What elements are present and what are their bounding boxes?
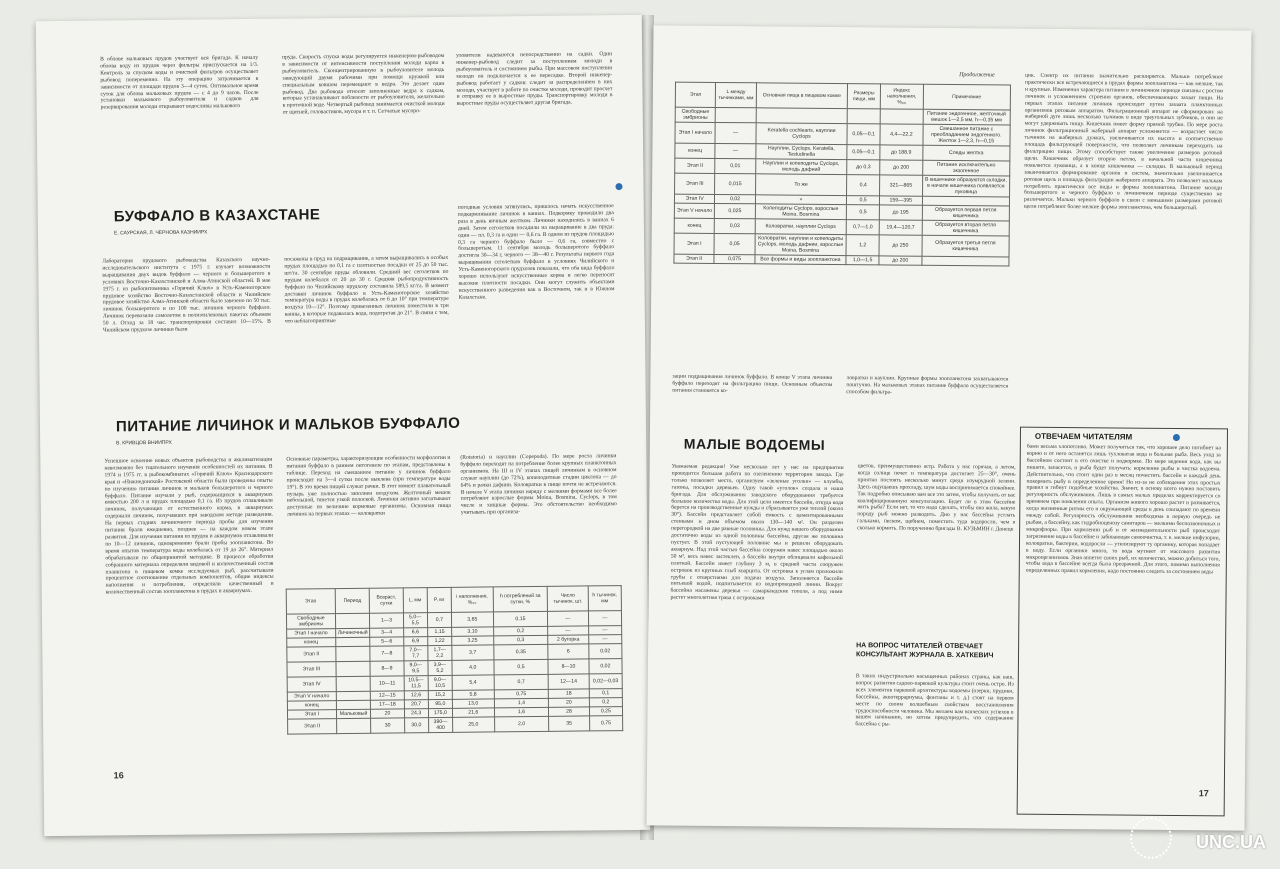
table-header-cell: Примечание (923, 84, 1011, 110)
table-cell: 20 (371, 709, 404, 718)
table-row (674, 254, 1009, 266)
table-cell: В кишечнике образуются складки, в начале кишечника появляется луковица (922, 175, 1010, 197)
table-cell: 5,8 (452, 690, 494, 699)
table-cell: Этап I (287, 710, 336, 720)
table-cell: 12—15 (371, 691, 404, 700)
below-table-col-1: зации подращивания личинок буффало. В конце V этапа личинки буффало переходят на фильтрацию пищи. Основным объектом питания становятся ко- (672, 373, 833, 394)
table-cell: до 195 (879, 205, 922, 220)
table-header-cell: Число тычинок, шт. (547, 586, 588, 611)
table-cell: 0,05—0,1 (847, 124, 880, 145)
table-cell (847, 109, 880, 124)
table-cell: Личиночный (335, 628, 370, 637)
table-cell: 2 бугорка (548, 635, 589, 644)
table-cell: 3,9—5,2 (428, 660, 452, 675)
table-cell: Науплии и копеподиты Cyclops, молодь дафний (755, 159, 847, 175)
table-cell: Этап III (675, 173, 716, 194)
table-cell: Этап I (674, 233, 715, 254)
table-cell: 25,0 (452, 717, 494, 732)
table-cell: 1—3 (370, 613, 403, 628)
table-cell: Все формы и виды зоопланктона (755, 255, 847, 265)
table-cell: 4,0 (452, 660, 494, 675)
table-row (675, 173, 1010, 197)
section-bullet (615, 183, 622, 190)
article-title-buffalo-kazakhstan: БУФФАЛО В КАЗАХСТАНЕ (113, 206, 321, 226)
table-cell: 0,35 (493, 644, 548, 660)
article-title-small-ponds: МАЛЫЕ ВОДОЕМЫ (683, 435, 826, 453)
table-cell: 321—865 (880, 175, 923, 196)
table-cell: до 200 (879, 256, 922, 265)
table-cell: 0,7—1,0 (846, 220, 879, 235)
table-header-cell: Индекс наполнения, %₀₀ (880, 84, 923, 109)
table-cell: 13,0 (452, 699, 494, 708)
article3-col-1: Уважаемая редакция! Уже несколько лет у нас на предприятии проводится большая работа по озеленению территории завода. Где только позволяет место, организуем «зеленые уголки» — клумбы, газоны, посадки деревьев. Одну такой «уголок» создала и наша бригада. Для обслуживания заводского оборудования требуется большое количество воды. Для этой цели имеется бассейн, откуда вода берется на производственные нужды и сбрасывается уже теплой (около 30°). Бассейн представляет собой емкость с цементированными стенками и дном объемом около 130—140 м². Он разделен перегородкой на две равные половины. Для нужд нашего оборудования достаточно воды из одной половины бассейна, другая же половина пустует. В этой пустующей половине мы и решили оборудовать аквариум. Над этой частью бассейна сооружен навес площадью около 50 м², весь навес застеклен, а бассейн внутри облицевали кафельной плиткой. Бассейн имеет глубину 3 м, в средней части сооружен островок из крупных глыб кварцита. От островка к углам проложили трубы с отверстиями для подачи воздуха. Заполняется бассейн питьевой водой, подпитывается из водопроводной линии. Вокруг бассейна насажены деревья — самаркандские тополя, а под ними растет многолетняя трава с островками (670, 463, 844, 602)
table-cell: — (588, 626, 621, 635)
table-cell: Этап II (675, 158, 715, 173)
table-cell: 1,0—1,5 (846, 256, 879, 265)
table-cell: Этап IV (674, 194, 714, 203)
table-cell: 19,4—120,7 (879, 220, 922, 235)
table-header-cell: Основная пища в пищевом комке (756, 83, 848, 109)
feeding-stages-table (673, 82, 1011, 267)
table-cell: 0,05—0,1 (847, 145, 880, 160)
table-cell: 95,0 (428, 699, 452, 708)
table-row (288, 716, 623, 735)
table-cell: 0,5 (847, 205, 880, 220)
table-header-cell: L между тычинками, мм (716, 82, 757, 107)
table-header-cell: Период (335, 588, 370, 613)
table-cell: Этап IV (287, 677, 336, 693)
article1-col-2: посажены в пруд на подращивание, а затем выращивались в особых прудах площадью по 0,1 га с плотностью посадки от 25 до 50 тыс. шт/га. 30 сентября пруды обловили. Средний вес сеголетков по прудам колебался от 20 до 30 г. Средняя рыбопродуктивность буффало по Чилийскому прудхозу составила 589,5 кг/га. В момент доставки личинок буффало в Усть-Каменогорское хозяйство температура воды в прудах колебалась от 6 до 10° при температуре воздуха 10—12°. Поэтому привезенных личинок поместили в три ванны, в которые подавалась вода, подогретая до 21°. В связи с тем, что неблагоприятные (284, 254, 449, 325)
table-cell: Коловратки, науплии Cyclops (755, 219, 847, 235)
sidebar-title: ОТВЕЧАЕМ ЧИТАТЕЛЯМ (1034, 431, 1133, 442)
table-cell: » (755, 195, 847, 205)
watermark-text: UNC.UA (1196, 832, 1266, 852)
table-cell: 0,2 (589, 698, 622, 707)
table-cell: Питание исключительно экзогенное (922, 160, 1010, 176)
table-cell: 0,5 (494, 659, 549, 675)
table-cell: Образуется первая петля кишечника (922, 205, 1010, 221)
table-cell: 28 (549, 707, 590, 716)
table-cell: 5,0—5,5 (403, 613, 428, 628)
table-cell: 1,15 (428, 627, 452, 636)
right-page (647, 25, 1252, 830)
reply-text: В таких индустриально насыщенных районах страны, как ваш, вопрос развития садово-парковой культуры стоит очень остро. Из всех элементов парковой архитектуры водоемы (озерки, прудики, бассейны, аквотеррариумы, фонтаны и т. д.) стоят на первом месте по своим волшебным свойствам восстановления трудоспособности человека. Мы желаем вам всяческих успехов в вашем начинании, но хотим предупредить, что содержание бассейна с ры- (855, 673, 1014, 728)
table-row (674, 233, 1009, 257)
table-cell: 3,65 (451, 612, 493, 627)
table-cell: 159—395 (879, 196, 922, 205)
table-cell: 9,0—10,5 (428, 675, 452, 690)
article2-col-3: (Rotatoria) и науплии (Copepoda). По мере роста личинки буффало переходят на потребление более крупных планктонных организмов. На III и IV этапах пищей личинкам в основном служат науплии (до 72%), копеподитные стадии циклопа — до 64% и рачки дафнии. Коловратки в пище почти не встречаются. В начале V этапа личинки наряду с мелкими формами все более потребляют взрослые формы Moina, Bosmina, Cyclops, в том числе и хищные формы. Это обстоятельство необходимо учитывать при организа- (460, 453, 617, 517)
larvae-parameters-table (286, 585, 624, 735)
table-cell: Копеподиты Cyclops, взрослые Moina, Bosmina (755, 204, 847, 220)
table-cell: 35 (549, 716, 590, 731)
table-cell: 6 (548, 644, 589, 659)
table-cell: конец (287, 638, 336, 648)
table-cell: Этап II (674, 254, 714, 263)
table-cell (716, 107, 756, 122)
table-cell: 3,7 (452, 645, 494, 660)
table-cell: 0,075 (714, 254, 754, 263)
table-cell: 3,25 (452, 636, 494, 645)
readers-sidebar-box (1017, 427, 1228, 817)
table-cell: 0,2 (493, 626, 548, 636)
table-cell (335, 637, 370, 646)
table-cell: Keratella cochlearis, науплии Cyclops (756, 123, 848, 145)
top-col-3: уловители надеваются непосредственно на садки. Один инженер-рыбовод следит за поступлением молоди в рыбоуловитель и состоянием рыбы. При массовом поступлении молоди он подключается к ее пересадке. Второй инженер-рыбовод работает у садков: следит за распределением в них молоди, участвует в работе по очистке молоди, проводит просчет и отправку ее в выростные пруды. Транспортировку молоди в выростные пруды осуществляет другая бригада. (456, 51, 613, 108)
table-cell: Этап I начало (287, 629, 336, 639)
table-cell: 0,15 (493, 611, 548, 627)
table-header-cell: Этап (286, 589, 335, 615)
table-cell: 5,4 (452, 675, 494, 690)
table-cell (336, 646, 371, 661)
table-cell: 20 (549, 698, 590, 707)
table-cell: 0,01 (715, 158, 755, 173)
watermark-logo (1130, 817, 1172, 859)
table-cell: 0,4 (847, 175, 880, 196)
table-cell: 0,1 (589, 689, 622, 698)
table-cell: 8—9 (370, 661, 403, 676)
reply-heading: НА ВОПРОС ЧИТАТЕЛЕЙ ОТВЕЧАЕТ КОНСУЛЬТАНТ ЖУРНАЛА В. ХАТКЕВИЧ (855, 642, 994, 660)
table-cell: 0,5 (847, 196, 880, 205)
table-header-cell: i наполнения, %₀₀ (451, 587, 493, 612)
table-cell: 1,22 (428, 636, 452, 645)
table-cell: Питание эндогенное, желточный мешок 1—2,5 мм, h—0,35 мм (923, 109, 1011, 125)
table-cell: 12,6 (404, 691, 428, 700)
table-cell: 4,4—22,2 (880, 124, 923, 145)
table-cell (880, 109, 923, 124)
table-header-row (675, 82, 1010, 110)
article-title-larvae-feeding: ПИТАНИЕ ЛИЧИНОК И МАЛЬКОВ БУФФАЛО (115, 414, 461, 436)
table-cell: до 250 (879, 235, 922, 256)
right-col-top: цик. Спектр их питания значительно расширяется. Мальки потребляют практически все встречающиеся в прудах формы зоопланктона — как мелкие, так и крупные. Изменения характера питания в личиночном периоде связаны с ростом личинок и усложнением строения органов, обеспечивающих захват пищи. На первых этапах питание личинок происходит путем захвата планктонных организмов ротовым аппаратом. Фильтрационный аппарат не сформирован: на жаберной дуге лишь несколько тычинок в виде треугольных зубчиков, и они не могут удерживать пищу. Кишечник имеет форму прямой трубки. По мере роста личинок фильтрационный жаберный аппарат усложняется — возрастает число тычинок на жаберных дужках, увеличивается их высота и соответственно площадь фильтрующей поверхности, что позволяет личинкам переходить на фильтрацию пищи. Этому способствует также увеличение размеров ротовой щели. Кишечник образует вторую петлю, в начальной части кишечника появляется луковица, а в конце кишечника — складки. В мальковый период заканчивается формирование органов и систем, значительно увеличивается ротовая щель и площадь фильтрации жаберного аппарата. Это позволяет малькам потреблять практически все виды и формы зоопланктона. Питание молоди большеротого и черного буффало в личиночном периоде существенно не различается. Мальки черного буффало в связи с меньшими размерами ротовой щели потребляют более мелкие формы зоопланктона, чем большеротый. (1023, 72, 1224, 212)
table-cell: 10,5—11,5 (404, 676, 429, 691)
table-header-cell: Этап (675, 82, 716, 107)
table-cell: 0,02 (589, 659, 622, 674)
table-cell: — (588, 635, 621, 644)
table-cell: до 0,3 (847, 160, 880, 175)
table-cell: — (548, 611, 589, 626)
table-cell: — (548, 626, 589, 635)
table-cell: до 188,9 (880, 145, 923, 160)
table-header-row (286, 586, 621, 615)
table-cell: 6,9 (403, 637, 427, 646)
sidebar-text: бами весьма хлопотливо. Может получиться так, что хорошее дело погибнет на корню и от него останется лишь тухловатая вода и больная рыба. Весь уход за бассейном состоит в его очистке и подкормке. По мере ведения вода, как вы пишете, запасется, и рыба будет получать: кормление рыбы и чистка водоема. Действительно, что стоит один раз в месяц почистить бассейн и каждый день покормить рыбу в определенное время! Но из-за не соблюдения этих простых правил и гибнут подобные хозяйства. Значит, в основу всего нужно поставить регулярность обслуживания. Лишь в самых малых пределах корректируется со временем при появлении опыта. Организм живого хорошо растет и развивается, когда жизненные ритмы его и окружающей среды в день совпадают по времени между собой. Регулярность обслуживания необходима в первую очередь не рыбам, а бассейну, как гидробиоценозу санитаров — мелкими беспозвоночных и микрофлоры. При кормлении рыб и от жизнедеятельности рыб происходит загрязнение воды в бассейне и забивающая самоочистка, т. е. мелкие инфузории, коловратки, бактерии, водоросли — утилизируют ту органику, которая попадает в воду. Если органики много, то вода мутнеет от массового развития микроорганизмов. Зная аппетит своих рыб, их количество, можно добиться того, чтобы вода в бассейне всегда была прозрачной. Для этого, помимо выполнения определенных правил кормления, надо постоянно следить за состоянием воды (1025, 443, 1221, 576)
table-cell: 0,03 (715, 218, 755, 233)
table-cell: Образуется третья петля кишечника (922, 235, 1010, 257)
table-header-cell: h потреблений за сутки, % (493, 586, 548, 612)
table-cell: 17—18 (371, 700, 404, 709)
article1-col-1: Лаборатория прудового рыбоводства Казахского научно-исследовательского института с 1975 г. изучает возможности выращивания двух видов буффало — черного и большеротого в условиях Восточно-Казахстанской и Алма-Атинской областей. В мае 1975 г. из рыбопитомника «Горячий Ключ» в Усть-Каменогорское прудовое хозяйство Восточно-Казахстанской области и Чилийское прудовое хозяйство Алма-Атинской области было завезено по 50 тыс. личинок большеротого и по 100 тыс. личинок черного буффало. Личинок перевозили самолетом в полиэтиленовых пакетах объемом 50 л. Отход за 18 час. транспортировки составил 10—15%. В Чилийском прудхозе личинки были (102, 256, 271, 334)
table-cell: 0,02—0,03 (589, 674, 622, 689)
table-cell: 5—6 (370, 637, 403, 646)
table-header-cell: h тычинок, мм (588, 586, 622, 611)
table-header-cell: Возраст, сутки (370, 588, 403, 613)
table-cell: 12—14 (548, 674, 589, 689)
table-cell (921, 256, 1009, 266)
table-cell: до 200 (880, 160, 923, 175)
table-cell: Смешанное питание с преобладанием эндогенного. Желток 1—2,3, h—0,15 (923, 124, 1011, 146)
table-cell: конец (287, 701, 336, 711)
table-cell: 0,05 (714, 233, 755, 254)
table-cell (336, 661, 371, 676)
table-cell: 9,0—9,5 (403, 661, 428, 676)
table-cell (756, 108, 848, 124)
table-cell: Науплии, Cyclops, Keratella, Testudinella (756, 144, 848, 160)
table-cell (336, 676, 371, 691)
table-cell: 0,3 (493, 635, 548, 645)
table-cell: 175,0 (428, 708, 452, 717)
table-cell: — (715, 122, 756, 143)
table-cell: 0,02 (715, 194, 755, 203)
table-cell: 18 (548, 689, 589, 698)
table-cell: 0,75 (494, 689, 549, 699)
table-cell: 3—4 (370, 628, 403, 637)
table-cell: Свободные эмбрионы (286, 614, 335, 630)
table-cell: Образуется вторая петля кишечника (922, 220, 1010, 236)
table-cell: Мальковый (336, 709, 371, 718)
table-cell: Этап I начало (675, 122, 716, 143)
table-header-cell: Размеры пищи, мм (847, 84, 880, 109)
continued-label: Продолжение (959, 72, 995, 79)
article2-col-1: Успешное освоение новых объектов рыбоводства и акклиматизации невозможно без тщательного изучения особенностей их питания. В 1974 и 1975 гг. в рыбокомбинатах «Горячий Ключ» Краснодарского края и «Нижнедонской» Ростовской области были проведены опыты по изучению питания личинок и мальков большеротого и черного буффало. Питание изучали у рыб, содержащихся в аквариумах емкостью 200 л и прудах площадью 0,1 га. Из прудов отлавливали личинок, получающих от естественного корма, в аквариумах содержали личинок, получавших при заводском методе разведения. На первых стадиях личиночного периода пробы для изучения питания брали ежедневно, позднее — на каждом новом этапе развития. Для изучения питания из прудов и аквариумов отлавливали по 10—12 личинок, одновременно брали пробы зоопланктона. Во время опытов температура воды колебалась от 19 до 26°. Материал обрабатывали по общепринятой методике. В процессе обработки собранного материала определяли видовой и количественный состав планктона в пищевом комке исследуемых рыб, рассчитывали процентное соотношение отдельных компонентов, общие индексы наполнения и потребления, определяли качественный и количественный состав зоопланктона в прудах и аквариумах. (104, 456, 274, 596)
table-cell: 1,4 (494, 698, 549, 708)
article3-col-2: цветов, преимущественно астр. Работа у нас горячая, а летом, когда солнце печет и температура достигает 25—30°, очень приятно постоять несколько минут среди изумрудной зелени. Здесь ощущаешь прохладу, шум воды воспринимается спокойнее. Так подробно описываю вам все это затем, чтобы получить от вас квалифицированную консультацию. Будет ли в этом бассейне жить рыба? Если нет, то что надо сделать, чтобы она жила, какую породу рыб можно разводить. Дно у нас бассейна устлать гальками, песком, щебнем, поместить туда водоросли, чем я сколько кормить. По поручению бригады В. КУЗЬМИН г. Донецк (857, 463, 1016, 533)
table-cell (336, 691, 371, 700)
table-cell: 2,0 (494, 716, 549, 732)
article1-col-3: погодные условия затянулись, пришлось начать искусственное подкармливание личинок в ваннах. Подкормку проводили два раза в день яичным желтком. Личинки находились в ваннах 6 дней. Затем сеголетков посадили на выращивание в два пруда: один — пл. 0,3 га и один — 0,6 га. В одном из прудов площадью 0,3 га черного буффало было — 0,6 га, совместно с большеротым. 11 сентября молодь большеротого буффало достигла 30—34 г, черного — 38—40 г. Результаты первого года выращивания сеголетков буффало в условиях Чилийского и Усть-Каменогорского прудхозов показали, что оба вида буффало хорошо используют искусственные корма и легко переносят высокие плотности посадки. Они могут служить объектами искусственного разведения как в Восточном, так и в Южном Казахстане. (457, 203, 615, 301)
top-col-1: В облове мальковых прудов участвует вся бригада. К началу облова воду из прудов через фильтры приспускается на 1/3. Контроль за спуском воды и очисткой фильтров осуществляет рыбовод попеременно. На эту операцию затрачивается в зависимости от площади прудов 3—4 суток. Оптимальное время суток для облова мальковых прудов — с 4 до 9 часов. После установки малькового рыбоуловителя и садков для резервирования молоди открывают водосливы малькового (100, 54, 259, 111)
table-cell: 0,02 (589, 644, 622, 659)
table-row (675, 122, 1010, 146)
table-cell: Свободные эмбрионы (675, 107, 715, 122)
left-page (36, 15, 651, 836)
table-cell: 7,0—7,7 (403, 646, 428, 661)
table-cell: 1,2 (846, 235, 879, 256)
below-table-col-2: ловратки и науплии. Крупные формы зоопланктона захватываются поштучно. На мальковых этапах питание буффало осуществляется способом фильтра- (846, 375, 1009, 396)
table-cell: — (715, 143, 755, 158)
table-cell: 0,75 (589, 716, 622, 731)
table-cell (336, 700, 371, 709)
table-cell: Этап II (288, 719, 337, 735)
table-cell: 10—11 (371, 676, 404, 691)
page-number: 17 (1198, 788, 1209, 799)
table-cell: 390—400 (428, 717, 452, 732)
table-cell: 7—8 (370, 646, 403, 661)
table-cell: 20,7 (404, 700, 428, 709)
table-cell: конец (675, 143, 715, 158)
table-header-cell: P, мг (427, 587, 451, 612)
table-cell: 24,3 (404, 709, 428, 718)
article-byline: В. КРИВЦОВ ВНИИПРХ (116, 439, 172, 447)
table-cell: 0,7 (427, 612, 451, 627)
table-cell: 1,6 (494, 707, 549, 717)
table-cell: 21,6 (452, 708, 494, 717)
table-cell: Этап III (287, 662, 336, 678)
table-cell: 30,0 (404, 718, 429, 733)
table-cell: 0,015 (715, 173, 756, 194)
top-col-2: пруда. Скорость спуска воды регулируется инженером-рыбоводом в зависимости от интенсивности поступления молоди карпа в рыбоуловитель. Сконцентрированную в рыбоуловителе молодь заведующий двумя рабочими при помощи кружкой или специальным ковшом перемещают в ведра. Это делает один рыбовод. Два рыбовода относят заполненные ведра к садкам, которые устанавливают поблизости от рыбоуловителя, желательно в проточной воде. Четвертый рыбовод занимается очисткой молоди от щитней, головастиков, мусора и т. п. Сетчатые мусоро- (282, 52, 445, 116)
sidebar-bullet (1173, 434, 1180, 441)
table-cell: Этап V начало (674, 203, 714, 218)
table-cell: — (588, 611, 621, 626)
table-cell: То же (755, 174, 847, 196)
table-cell (336, 718, 371, 733)
article2-col-2: Основные параметры, характеризующие особенности морфологии и питания буффало в раннем онтогенезе по этапам, представлены в таблице. Переход на смешанное питание у личинок буффало происходит на 3—4 сутки после выклева (при температуре воды 19°). В это время пищей служат рачки. В этот момент плавательный пузырь уже полностью заполнен воздухом. Желточный мешок небольшой, тянется узкой полоской. Личинки активно заглатывают доступные по величине кормовые организмы. Основная пища личинок на первых этапах — коловратки (286, 454, 451, 518)
table-cell: 1,7—2,2 (428, 645, 452, 660)
table-cell: 3,10 (451, 627, 493, 636)
article-byline: Е. САУРСКАЯ, Л. ЧЕРНОВА КАЗНИИРХ (113, 229, 208, 237)
table-cell: Следы желтка (922, 145, 1010, 161)
table-cell: 6,6 (403, 628, 427, 637)
table-cell: 0,7 (494, 674, 549, 690)
table-cell: Этап V начало (287, 692, 336, 702)
page-number: 16 (113, 770, 124, 781)
table-cell: 0,25 (589, 707, 622, 716)
table-cell: Коловратки, науплии и копеподиты Cyclops, молодь дафнии, взрослые Moina, Bosmina (755, 234, 847, 256)
table-cell: 0,025 (715, 203, 755, 218)
table-cell: конец (674, 218, 714, 233)
table-cell: Этап II (287, 647, 336, 663)
table-cell: 30 (371, 718, 404, 733)
table-cell: 15,2 (428, 690, 452, 699)
table-header-cell: L, мм (403, 588, 428, 613)
table-cell (335, 613, 370, 628)
table-cell: 8—10 (548, 659, 589, 674)
